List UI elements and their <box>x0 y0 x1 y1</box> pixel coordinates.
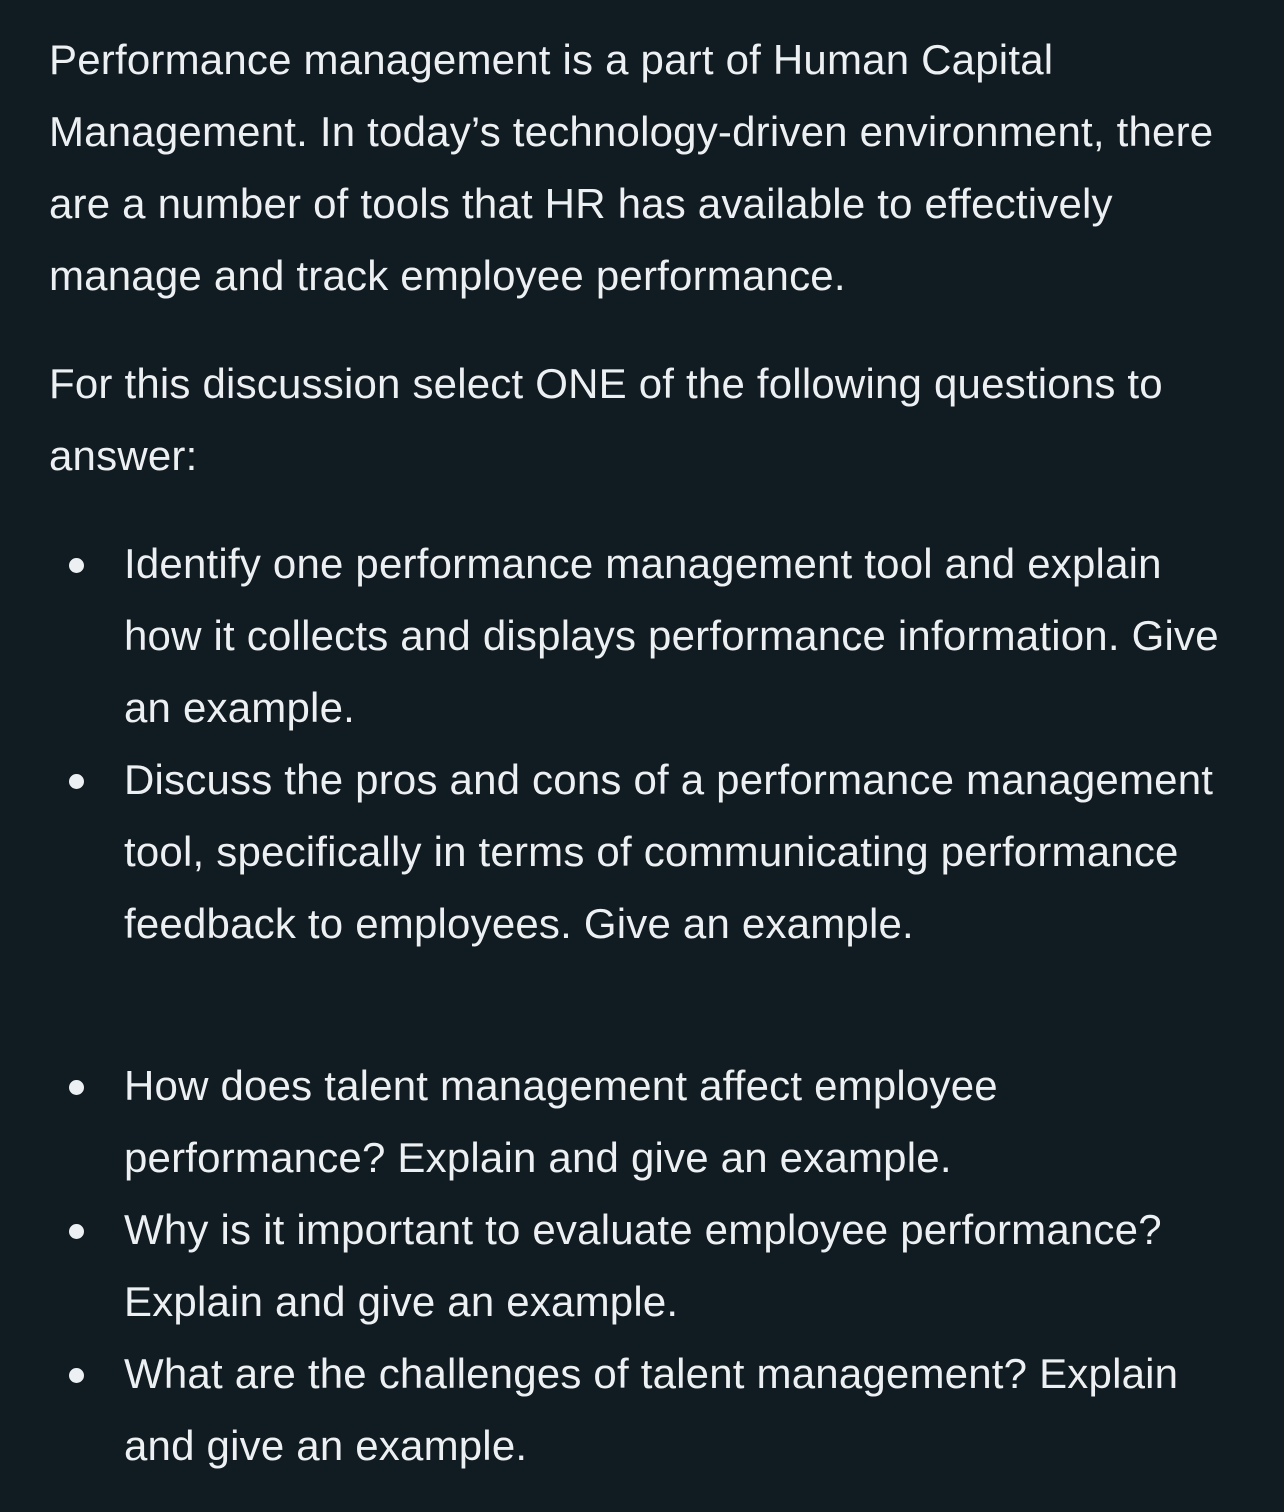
bullet-icon <box>69 1224 84 1239</box>
bullet-icon <box>69 774 84 789</box>
question-text: How does talent management affect employee performance? Explain and give an example. <box>124 1062 998 1181</box>
bullet-icon <box>69 1368 84 1383</box>
bullet-icon <box>69 1080 84 1095</box>
list-item <box>124 528 1234 744</box>
question-text: What are the challenges of talent management? Explain and give an example. <box>124 1350 1179 1469</box>
question-text: Discuss the pros and cons of a performance management tool, specifically in terms of communicating performance feedback to employees. Give an example. <box>124 756 1214 947</box>
question-text: Why is it important to evaluate employee performance? Explain and give an example. <box>124 1206 1162 1325</box>
intro-paragraph: Performance management is a part of Human Capital Management. In today’s technology-driven environment, there are a number of tools that HR has available to effectively manage and track employee performance. <box>49 36 1214 299</box>
list-item <box>124 744 1234 960</box>
question-text: Identify one performance management tool and explain how it collects and displays performance information. Give an example. <box>124 540 1219 731</box>
list-item <box>124 1194 1234 1338</box>
instructions-paragraph: For this discussion select ONE of the following questions to answer: <box>49 360 1163 479</box>
list-item <box>124 1050 1234 1194</box>
list-item <box>124 1338 1234 1482</box>
bullet-icon <box>69 558 84 573</box>
